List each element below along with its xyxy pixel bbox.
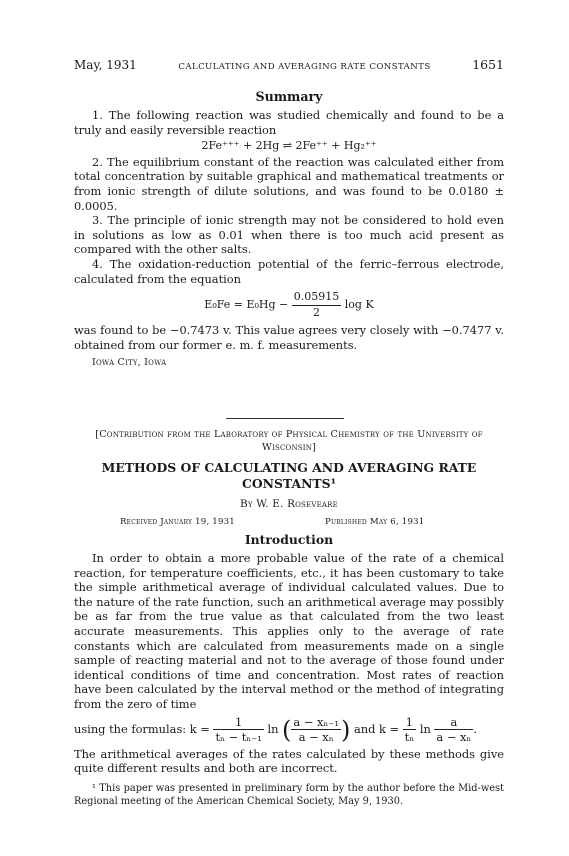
introduction-section xyxy=(74,551,504,808)
summary-heading: Summary xyxy=(255,89,323,104)
author-line: By W. E. Roseveare xyxy=(240,498,338,510)
location: Iowa City, Iowa xyxy=(92,356,167,368)
potential-eq-numerator: 0.05915 xyxy=(292,290,342,306)
summary-item-4-continued: was found to be −0.7473 v. This value agrees very closely with −0.7477 v. obtained from our former e. m. f. measurements. xyxy=(74,323,504,352)
formula-end-dot: . xyxy=(473,721,477,736)
summary-section xyxy=(74,108,504,370)
potential-eq-fraction xyxy=(292,290,342,320)
integral-log-fraction xyxy=(434,715,473,745)
ln-operator-2: ln xyxy=(419,721,431,736)
reaction-equation: 2Fe⁺⁺⁺ + 2Hg ⇌ 2Fe⁺⁺ + Hg₂⁺⁺ xyxy=(201,139,377,153)
rate-formulas xyxy=(74,715,504,745)
summary-item-4: 4. The oxidation-reduction potential of the ferric–ferrous electrode, calculated from the equation xyxy=(74,256,504,286)
introduction-paragraph: In order to obtain a more probable value of the rate of a chemical reaction, for temperature coefficients, etc., it has been customary to take the simple arithmetical average of individual calculated values. Due to the nature of the rate function, such an arithmetical average may possibly be as far from the true value as that calculated from the two least accurate measurements. This applies only to the average of rate constants which are calculated from measurements made on a single sample of reacting material and not to the average of those found under identical conditions of time and concentration. Most rates of reaction have been calculated by the interval method or the method of integrating from the zero of time xyxy=(74,551,504,711)
article-title-line-2: CONSTANTS¹ xyxy=(241,475,336,491)
article-title xyxy=(74,460,504,491)
integral-fraction xyxy=(403,715,417,745)
integral-log-num: a xyxy=(434,715,473,731)
interval-fraction-num: 1 xyxy=(213,715,263,731)
log-ratio-den: a − xₙ xyxy=(298,730,334,745)
interval-fraction xyxy=(213,715,263,745)
and-k: and k = xyxy=(353,721,400,736)
potential-equation xyxy=(74,290,504,320)
formula-lead: using the formulas: k = xyxy=(74,721,210,736)
introduction-heading: Introduction xyxy=(244,532,334,547)
summary-item-2: 2. The equilibrium constant of the reaction was calculated either from total concentration by suitable graphical and mathematical treatments or from ionic strength of dilute solutions, and was found to be 0.0180 ± 0.0005. xyxy=(74,154,504,213)
summary-item-3: 3. The principle of ionic strength may not be considered to hold even in solutions as low as 0.01 when there is too much acid present as compared with the other salts. xyxy=(74,213,504,257)
header-date: May, 1931 xyxy=(74,58,137,72)
integral-log-den: a − xₙ xyxy=(436,730,472,745)
integral-fraction-num: 1 xyxy=(403,715,417,731)
running-header xyxy=(74,58,504,76)
right-paren: ) xyxy=(340,715,351,744)
published-date: Published May 6, 1931 xyxy=(325,517,425,527)
section-divider xyxy=(226,418,344,419)
potential-eq-lhs: E₀Fe = E₀Hg − xyxy=(204,298,289,312)
summary-item-1: 1. The following reaction was studied chemically and found to be a truly and easily reversible reaction xyxy=(74,108,504,137)
introduction-conclusion: The arithmetical averages of the rates calculated by these methods give quite different results and both are incorrect. xyxy=(74,746,504,776)
ln-operator-1: ln xyxy=(267,721,279,736)
received-date: Received January 19, 1931 xyxy=(120,517,235,527)
interval-fraction-den: tₙ − tₙ₋₁ xyxy=(215,730,262,745)
article-title-line-1: METHODS OF CALCULATING AND AVERAGING RATE xyxy=(101,460,477,475)
log-ratio-fraction xyxy=(291,715,341,745)
integral-fraction-den: tₙ xyxy=(404,730,415,745)
header-running-title: CALCULATING AND AVERAGING RATE CONSTANTS xyxy=(178,62,431,72)
potential-eq-rhs: log K xyxy=(344,298,374,312)
log-ratio-num: a − xₙ₋₁ xyxy=(293,714,339,729)
contribution-note: [Contribution from the Laboratory of Physical Chemistry of the University of Wisconsin] xyxy=(95,429,483,453)
left-paren: ( xyxy=(282,715,292,744)
footnote: ¹ This paper was presented in preliminary form by the author before the Mid-west Regional meeting of the American Chemical Society, May 9, 1930. xyxy=(74,782,504,807)
potential-eq-denominator: 2 xyxy=(313,305,321,319)
header-page-number: 1651 xyxy=(472,57,504,72)
